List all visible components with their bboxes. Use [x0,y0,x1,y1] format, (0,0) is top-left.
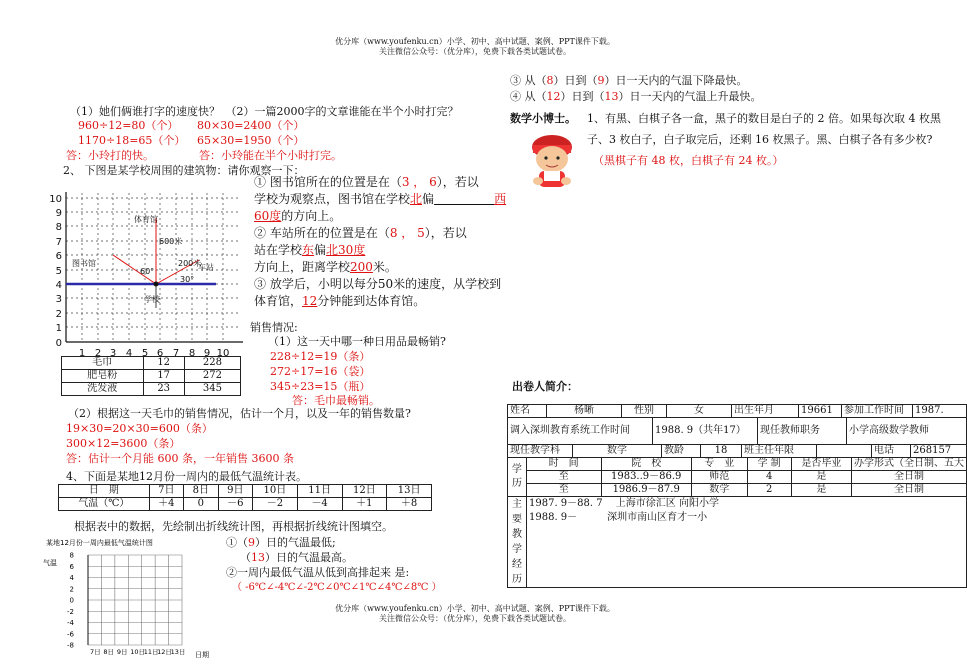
y-tick-label: -8 [67,641,74,650]
table-row: 气温（℃） ＋4 0 －6 －2 －4 ＋1 ＋8 [59,498,432,511]
doctor-answer: （黑棋子有 48 枚，白棋子有 24 枚。） [593,154,784,167]
author-table-wrap [507,404,964,588]
x-tick: 5 [141,348,149,359]
cartoon-doctor-icon [522,125,582,191]
chart-ylabel: 气温 [43,559,57,567]
y-tick: 1 [55,323,62,334]
author-table [507,404,967,418]
temperature-answers-2: ③ 从（8）日到（9）日一天内的气温下降最快。 ④ 从（12）日到（13）日一天内的气温上升最快。 [510,74,762,103]
y-tick: 3 [55,294,62,305]
chart-xlabel: 日期 [195,651,209,659]
typing-answer-1: 答：小玲打的快。 [66,149,154,162]
x-tick-label: 13日 [170,648,186,656]
typing-question: （1）她们俩谁打字的速度快？ （2）一篇2000字的文章谁能在半个小时打完？ [70,105,459,118]
y-tick-label: 4 [69,574,74,582]
table-row: 至 1986.9－87.9 数学 2 是 全日制 [508,484,967,497]
school-label: 学校 [144,295,160,304]
y-tick: 10 [49,194,62,205]
sales-calc-4: 19×30=20×30=600（条） [66,422,213,435]
temperature-instruction: 根据表中的数据，先绘制出折线统计图，再根据折线统计图填空。 [74,520,393,533]
angle-60-label: 60° [140,267,155,276]
y-tick: 5 [55,266,62,277]
y-tick-label: 0 [69,596,74,605]
sales-answer-1: 答：毛巾最畅销。 [292,394,380,407]
table-row: 现任教学科 数学 教龄 18 班主任年限 电话 268157 [508,445,967,458]
gym-label: 体育馆 [134,215,158,224]
x-tick: 1 [78,348,86,359]
sales-calc-5: 300×12=3600（条） [66,437,181,450]
station-label: 车站 [198,263,214,272]
table-row: 洗发液 23 345 [62,383,241,396]
angle-30-label: 30° [180,275,195,284]
typing-calc-4: 65×30=1950（个） [197,134,305,147]
coordinate-grid [38,188,248,360]
x-tick: 3 [109,348,117,359]
y-tick: 9 [55,208,62,219]
sales-question-1: （1）这一天中哪一种日用品最畅销? [268,335,446,348]
table-row: 调入深圳教育系统工作时间 1988. 9（共年17） 现任教师职务 小学高级数学教师 [508,418,967,445]
library-label: 图书馆 [72,259,96,268]
y-tick-label: -6 [67,630,74,639]
table-row: 主要教学经历 1987. 9－88. 7 上海市徐汇区 向阳小学 1988. 9－ 深圳市南山区育才一小 [508,497,967,588]
table-row: 日 期 7日 8日 9日 10日 11日 12日 13日 [59,485,432,498]
x-tick-label: 8日 [103,648,115,656]
y-tick: 6 [55,251,62,262]
x-tick-label: 11日 [143,648,159,656]
temperature-table [58,484,432,511]
y-tick-label: 6 [69,562,74,571]
doctor-label: 数学小博士。 [510,112,576,125]
sales-question-2: （2）根据这一天毛巾的销售情况，估计一个月，以及一年的销售数量? [68,407,411,420]
sales-table [61,359,241,394]
page-header: 优分库（www.youfenku.cn）小学、初中、高中试题、案例、PPT课件下载。 关注微信公众号：（优分库），免费下载各类试题试卷。 [335,37,615,56]
chart-plot [67,552,185,657]
y-tick: 2 [55,309,62,320]
x-tick: 6 [156,348,164,359]
table-row: 至 1983..9－86.9 师范 4 是 全日制 [508,471,967,484]
table-row: 毛巾 12 228 [62,357,241,370]
x-tick-label: 10日 [130,648,146,656]
y-tick-label: -4 [67,619,74,627]
typing-calc-1: 960÷12=80（个） [78,119,179,132]
experience-1: 1987. 9－88. 7 上海市徐汇区 向阳小学 [529,498,719,509]
typing-calc-3: 80×30=2400（个） [197,119,305,132]
typing-answer-2: 答：小玲能在半个小时打完。 [199,149,342,162]
temperature-answers: ①（9）日的气温最低; （13）日的气温最高。 ②一周内最低气温从低到高排起来 是: （ -6℃∠-4℃∠-2℃∠0℃∠1℃∠4℃∠8℃ ） [226,536,442,593]
chart-title: 某地12月份一周内最低气温统计图 [46,539,153,547]
x-tick: 9 [203,348,211,359]
y-tick-label: -2 [67,607,74,616]
typing-calc-2: 1170÷18=65（个） [78,134,186,147]
experience-2: 1988. 9－ 深圳市南山区育才一小 [529,512,708,523]
sales-answer-2: 答：估计一个月能 600 条，一年销售 3600 条 [66,452,294,465]
distance-200-label: 200米 [178,259,202,268]
table-row: 姓名 杨晰 性别 女 出生年月 19661 参加工作时间 1987. [508,405,967,418]
sales-calc-2: 272÷17=16（袋） [270,365,371,378]
x-tick-label: 12日 [157,648,172,656]
temperature-title: 4、下面是某地12月份一周内的最低气温统计表。 [66,470,307,483]
table-row: 学历 时 间 院 校 专 业 学 制 是否毕业 办学形式（全日制、五大 [508,458,967,471]
school-questions: ① 图书馆所在的位置是在（3 ， 6），若以 学校为观察点，图书馆在学校北偏 西 60度的方向上。 ② 车站所在的位置是在（8 ， 5），若以 站在学校东偏北30度 方向上，距离学校200米。 ③ 放学后，小明以每分50米的速度，从学校到 体育馆，12分钟能到达体育馆。 [254,175,507,308]
distance-600-label: 600米 [159,237,183,246]
section-2-title: 2、 下图是某学校周围的建筑物：请你观察一下： [63,164,305,177]
x-tick: 4 [125,348,133,359]
y-tick: 7 [55,237,62,248]
y-tick: 8 [55,222,62,233]
y-tick-label: 8 [69,551,74,560]
y-tick-label: 2 [69,585,74,594]
sales-title: 销售情况: [250,321,298,334]
temperature-chart [40,537,220,661]
author-title: 出卷人简介： [512,380,578,393]
y-tick: 0 [55,338,62,349]
x-tick: 10 [216,348,230,359]
y-tick: 4 [55,280,62,291]
x-tick-label: 9日 [116,648,128,656]
x-tick: 2 [94,348,102,359]
x-tick-label: 7日 [90,648,101,656]
table-row: 肥皂粉 17 272 [62,370,241,383]
x-tick: 7 [172,348,180,359]
sales-calc-1: 228÷12=19（条） [270,350,371,363]
page-footer: 优分库（www.youfenku.cn）小学、初中、高中试题、案例、PPT课件下载。 关注微信公众号：（优分库），免费下载各类试题试卷。 [335,604,615,623]
sales-calc-3: 345÷23=15（瓶） [270,380,371,393]
doctor-question: 1、有黑、白棋子各一盒，黑子的数目是白子的 2 倍。如果每次取 4 枚黑 子、3 枚白子，白子取完后，还剩 16 枚黑子。黑、白棋子各有多少枚? [587,112,941,146]
x-tick: 8 [188,348,196,359]
